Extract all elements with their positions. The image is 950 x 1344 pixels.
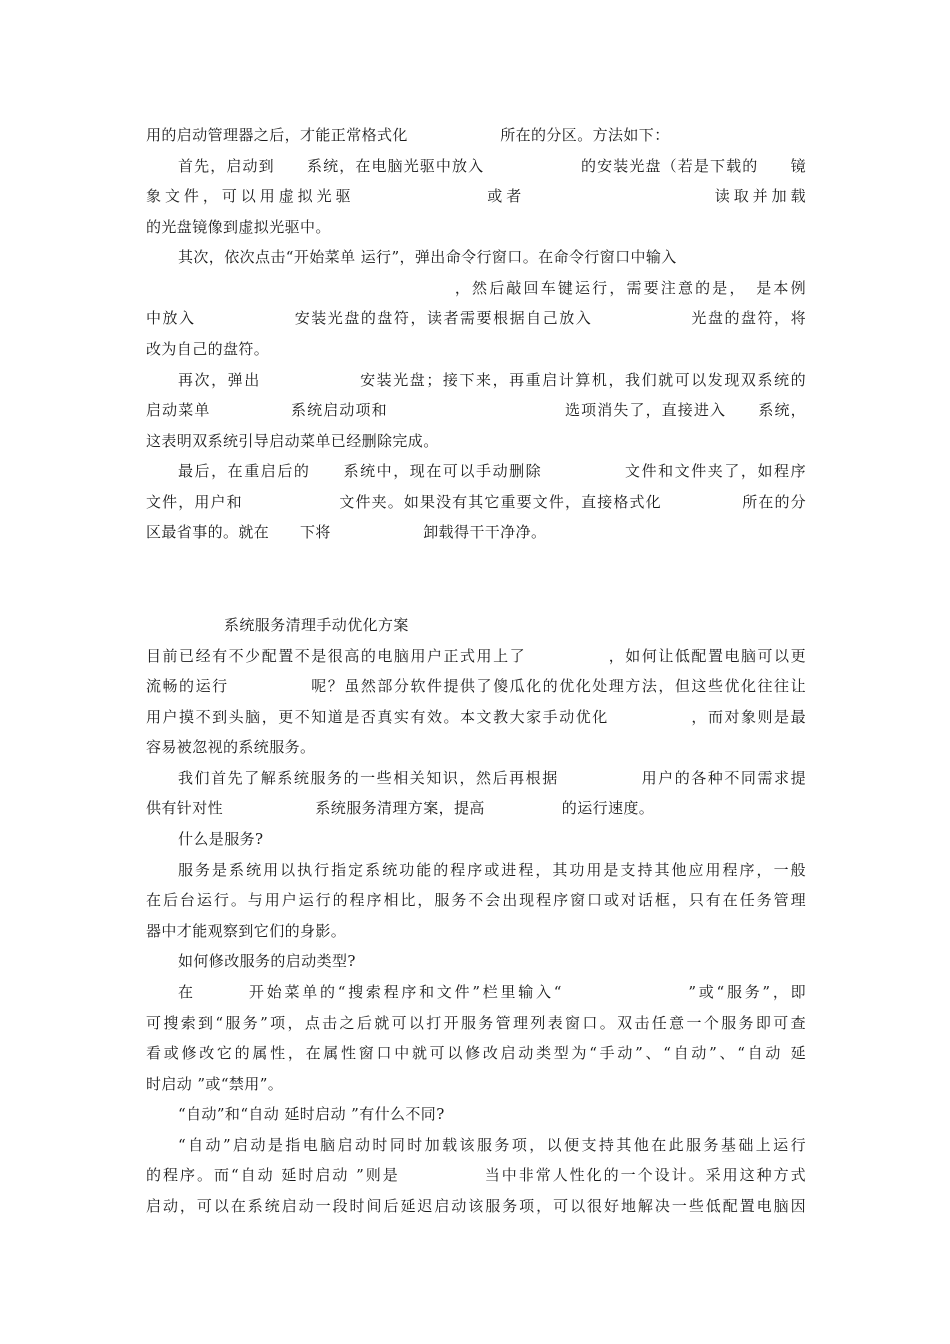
paragraph-line: 区最省事的。就在 下将 卸载得干干净净。 (146, 523, 547, 541)
paragraph-line: 用的启动管理器之后，才能正常格式化 所在的分区。方法如下： (146, 126, 670, 144)
paragraph-line: 中放入 安装光盘的盘符，读者需要根据自己放入 光盘的盘符，将 (146, 309, 806, 327)
paragraph-line: 用户摸不到头脑，更不知道是否真实有效。本文教大家手动优化 ，而对象则是最 (146, 708, 806, 726)
paragraph-line: 目前已经有不少配置不是很高的电脑用户正式用上了 ，如何让低配置电脑可以更 (146, 647, 806, 665)
paragraph-line: 启动，可以在系统启动一段时间后延迟启动该服务项，可以很好地解决一些低配置电脑因 (146, 1197, 806, 1215)
paragraph-line: 象文件，可以用虚拟光驱 或者 读取并加载 (146, 187, 806, 205)
paragraph-line: 看或修改它的属性，在属性窗口中就可以修改启动类型为“手动”、“自动”、“自动 延 (146, 1044, 806, 1062)
paragraph-line: 我们首先了解系统服务的一些相关知识，然后再根据 用户的各种不同需求提 (178, 769, 806, 787)
paragraph-line: 流畅的运行 呢？虽然部分软件提供了傻瓜化的优化处理方法，但这些优化往往让 (146, 677, 806, 695)
paragraph-line: 的程序。而“自动 延时启动 ”则是 当中非常人性化的一个设计。采用这种方式 (146, 1166, 806, 1184)
paragraph-line: 在后台运行。与用户运行的程序相比，服务不会出现程序窗口或对话框，只有在任务管理 (146, 891, 806, 909)
paragraph-line: 供有针对性 系统服务清理方案，提高 的运行速度。 (146, 799, 655, 817)
paragraph-line: 启动菜单 系统启动项和 选项消失了，直接进入 系统， (146, 401, 806, 419)
paragraph-line: “自动”启动是指电脑启动时同时加载该服务项，以便支持其他在此服务基础上运行 (178, 1136, 806, 1154)
paragraph-line: 改为自己的盘符。 (146, 340, 270, 358)
paragraph-line: 文件，用户和 文件夹。如果没有其它重要文件，直接格式化 所在的分 (146, 493, 806, 511)
paragraph-line: 时启动 ”或“禁用”。 (146, 1075, 284, 1093)
paragraph-line: 这表明双系统引导启动菜单已经删除完成。 (146, 432, 439, 450)
paragraph-line: 可搜索到“服务”项，点击之后就可以打开服务管理列表窗口。双击任意一个服务即可查 (146, 1014, 806, 1032)
question-heading: 什么是服务? (178, 830, 264, 848)
paragraph-line: 首先，启动到 系统，在电脑光驱中放入 的安装光盘（若是下载的 镜 (178, 157, 806, 175)
section-title: 系统服务清理手动优化方案 (224, 616, 409, 634)
paragraph-line: 最后，在重启后的 系统中，现在可以手动删除 文件和文件夹了，如程序 (178, 462, 806, 480)
paragraph-line: 器中才能观察到它们的身影。 (146, 922, 347, 940)
question-heading: 如何修改服务的启动类型? (178, 952, 356, 970)
paragraph-line: ，然后敲回车键运行，需要注意的是， 是本例 (146, 279, 806, 297)
paragraph-line: 在 开始菜单的“搜索程序和文件”栏里输入“ ”或“服务”，即 (178, 983, 806, 1001)
paragraph-line: 再次，弹出 安装光盘；接下来，再重启计算机，我们就可以发现双系统的 (178, 371, 806, 389)
paragraph-line: 服务是系统用以执行指定系统功能的程序或进程，其功用是支持其他应用程序，一般 (178, 861, 806, 879)
paragraph-line: 容易被忽视的系统服务。 (146, 738, 316, 756)
question-heading: “自动”和“自动 延时启动 ”有什么不同? (178, 1105, 445, 1123)
paragraph-line: 其次，依次点击“开始菜单 运行”，弹出命令行窗口。在命令行窗口中输入 (178, 248, 677, 266)
paragraph-line: 的光盘镜像到虚拟光驱中。 (146, 218, 331, 236)
